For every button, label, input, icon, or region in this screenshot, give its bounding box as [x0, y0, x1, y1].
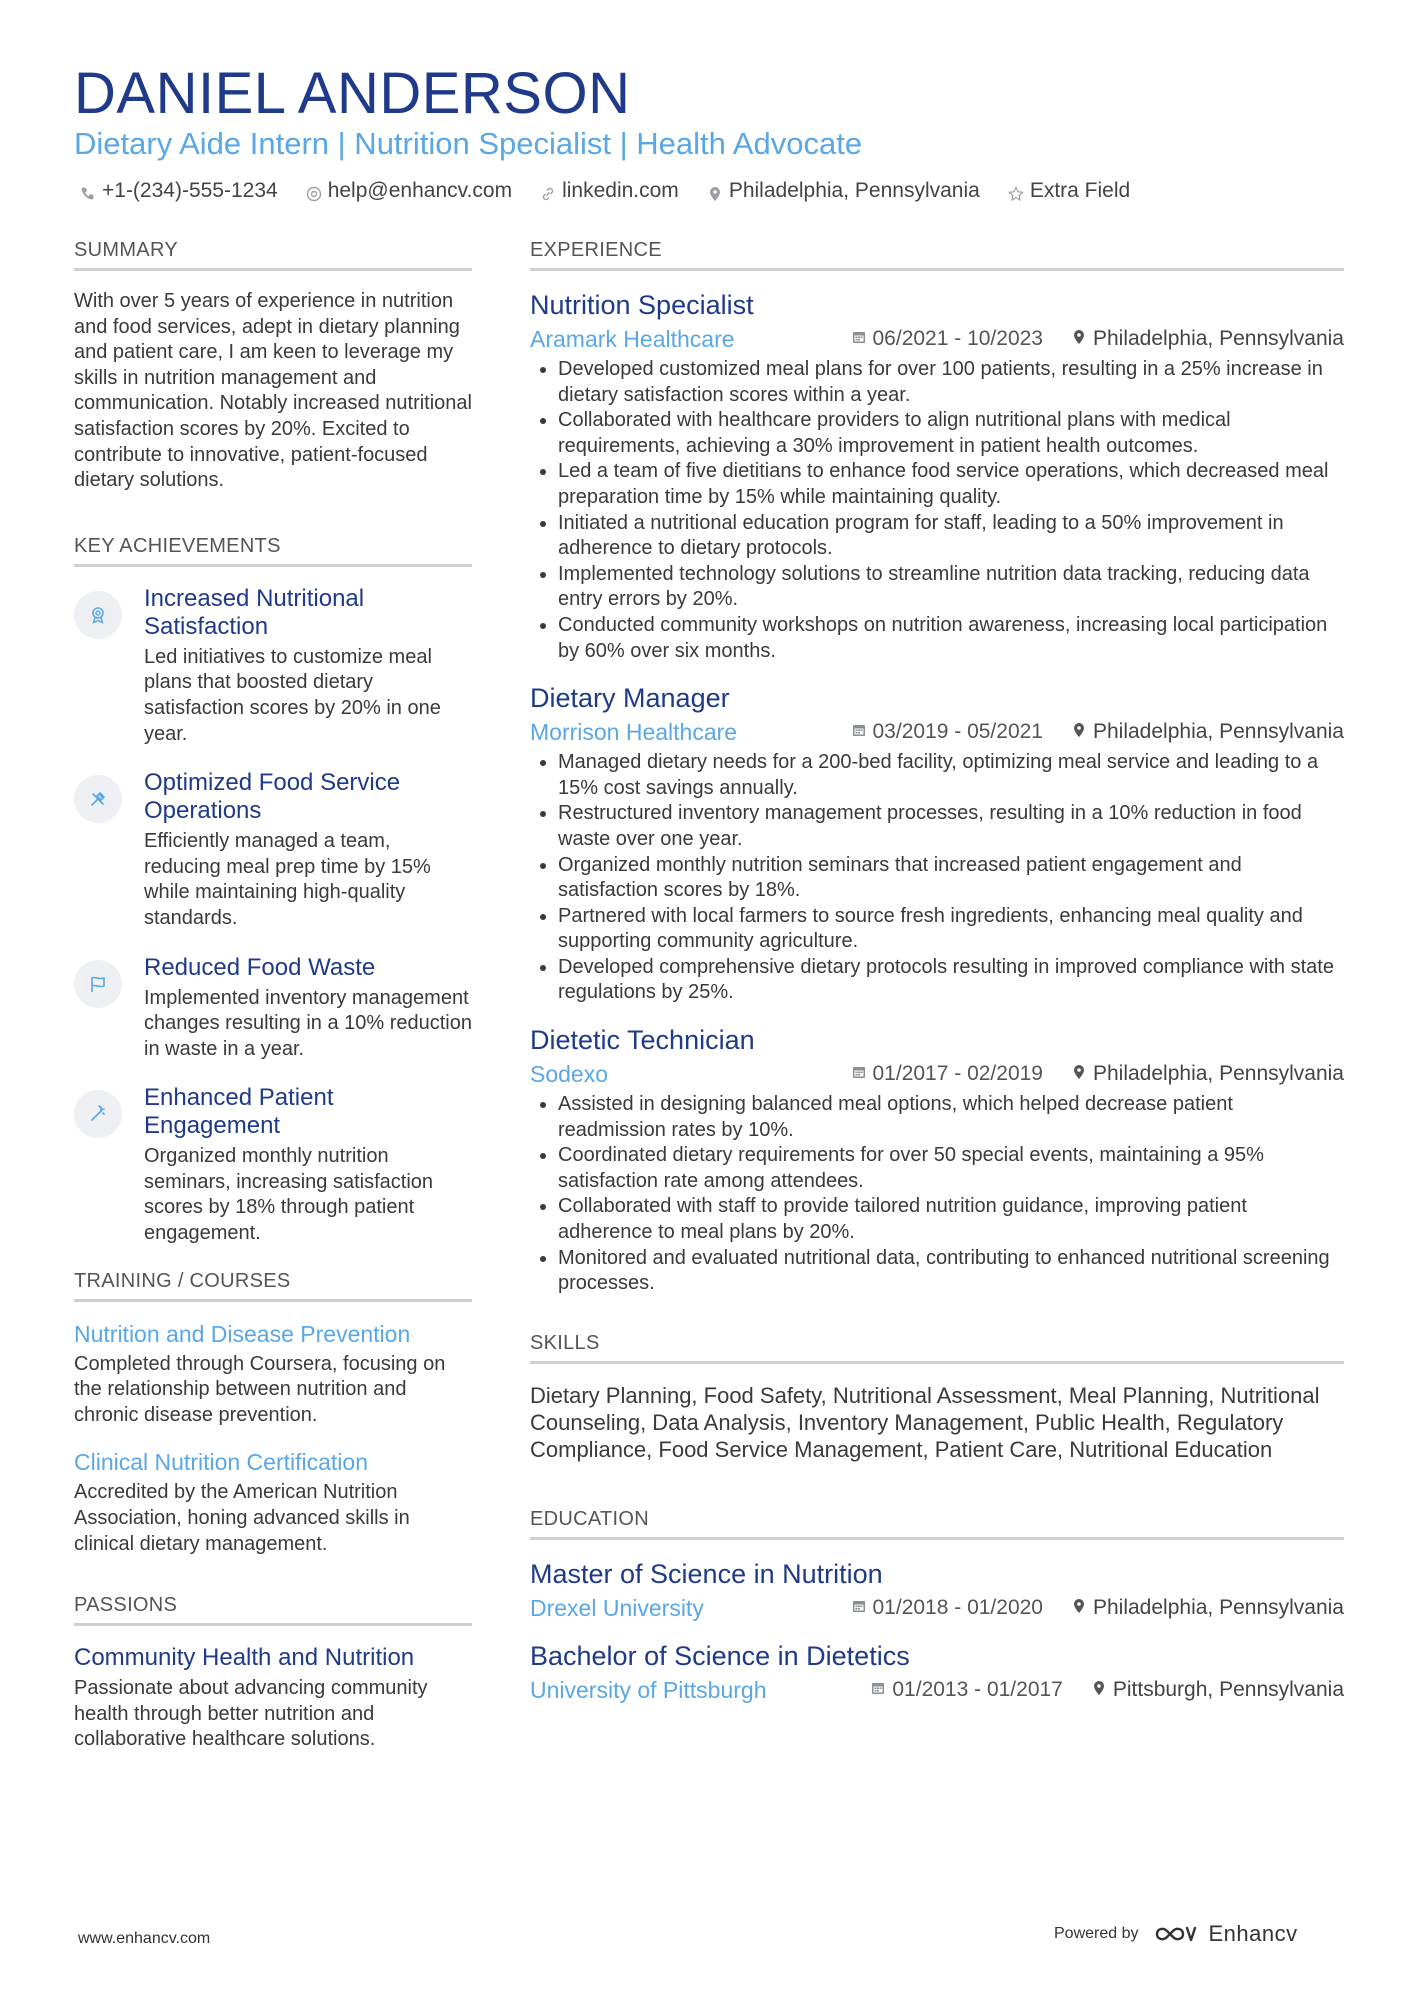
course-title: Nutrition and Disease Prevention — [74, 1320, 411, 1347]
footer-branding — [1054, 1921, 1298, 1947]
achievement-desc: Efficiently managed a team, reducing meal prep time by 15% while maintaining high-quality standards. — [144, 830, 431, 929]
achievement-item — [74, 769, 472, 931]
school-name: Drexel University — [530, 1594, 704, 1621]
footer-website[interactable]: www.enhancv.com — [78, 1930, 211, 1947]
location-icon — [1091, 1676, 1107, 1704]
summary-heading: SUMMARY — [74, 238, 472, 271]
passion-desc: Passionate about advancing community health through better nutrition and collaborative healthcare solutions. — [74, 1677, 428, 1751]
calendar-icon — [870, 1676, 886, 1704]
skills-list: Dietary Planning, Food Safety, Nutritional Assessment, Meal Planning, Nutritional Counseling, Data Analysis, Inventory Management, Public Health, Regulatory Compliance, Food Service Management, Patient Care, Nutritional Education — [530, 1382, 1320, 1462]
course-item — [74, 1320, 472, 1429]
contact-email-text[interactable]: help@enhancv.com — [327, 179, 513, 202]
job-entry — [530, 289, 1344, 664]
location-icon — [1071, 1594, 1087, 1622]
education-entry — [530, 1558, 1344, 1622]
calendar-icon — [851, 718, 867, 746]
degree-title: Master of Science in Nutrition — [530, 1558, 883, 1589]
course-title: Clinical Nutrition Certification — [74, 1449, 368, 1476]
job-title: Dietary Manager — [530, 683, 730, 714]
left-column — [74, 238, 472, 1753]
contact-location-text: Philadelphia, Pennsylvania — [728, 179, 980, 202]
job-entry — [530, 1024, 1344, 1297]
job-title: Nutrition Specialist — [530, 290, 754, 320]
contact-bar — [80, 178, 1130, 204]
enhancv-logo-icon — [1153, 1922, 1199, 1946]
candidate-name: DANIEL ANDERSON — [74, 61, 631, 126]
job-location: Philadelphia, Pennsylvania — [1092, 720, 1344, 744]
education-location: Pittsburgh, Pennsylvania — [1112, 1677, 1344, 1701]
contact-extra-text: Extra Field — [1029, 179, 1131, 202]
job-bullet: • Collaborated with healthcare providers to align nutritional plans with medical requirements, achieving a 30% improvement in patient health outcomes. — [558, 408, 1344, 459]
achievement-title: Optimized Food Service Operations — [144, 769, 401, 825]
job-bullets — [530, 357, 1344, 664]
star-icon — [1008, 183, 1024, 199]
experience-heading: EXPERIENCE — [530, 238, 1344, 271]
location-icon — [707, 183, 723, 199]
enhancv-logo[interactable] — [1153, 1921, 1298, 1947]
education-heading: EDUCATION — [530, 1507, 1344, 1540]
job-company: Aramark Healthcare — [530, 326, 735, 352]
contact-linkedin[interactable] — [540, 178, 679, 204]
degree-title: Bachelor of Science in Dietetics — [530, 1640, 910, 1671]
job-title: Dietetic Technician — [530, 1025, 755, 1056]
contact-extra — [1008, 178, 1130, 204]
summary-section — [74, 238, 472, 494]
passions-section — [74, 1593, 472, 1753]
job-bullet: • Led a team of five dietitians to enhance food service operations, which decreased meal preparation time by 15% while maintaining quality. — [558, 459, 1344, 510]
calendar-icon — [851, 1060, 867, 1088]
achievements-heading: KEY ACHIEVEMENTS — [74, 534, 472, 567]
education-dates: 01/2013 - 01/2017 — [892, 1677, 1063, 1701]
job-bullet: • Restructured inventory management processes, resulting in a 10% reduction in food waste over one year. — [558, 801, 1344, 852]
calendar-icon — [851, 325, 867, 353]
achievement-title: Increased Nutritional Satisfaction — [144, 584, 365, 640]
course-desc: Accredited by the American Nutrition Association, honing advanced skills in clinical dietary management. — [74, 1481, 410, 1555]
education-section — [530, 1507, 1344, 1704]
tools-icon — [74, 775, 122, 823]
passions-heading: PASSIONS — [74, 1593, 472, 1626]
education-location: Philadelphia, Pennsylvania — [1092, 1595, 1344, 1619]
powered-by-label: Powered by — [1054, 1925, 1139, 1942]
job-location: Philadelphia, Pennsylvania — [1092, 327, 1344, 350]
link-icon — [540, 183, 556, 199]
contact-email[interactable] — [306, 178, 512, 204]
achievement-desc: Organized monthly nutrition seminars, increasing satisfaction scores by 18% through patient engagement. — [144, 1145, 434, 1245]
experience-section — [530, 238, 1344, 1297]
job-bullet: • Conducted community workshops on nutrition awareness, increasing local participation by 60% over six months. — [558, 613, 1344, 664]
award-icon — [74, 591, 122, 639]
at-icon — [306, 183, 322, 199]
achievement-title: Enhanced Patient Engagement — [144, 1084, 334, 1140]
achievements-section — [74, 534, 472, 1247]
achievement-item — [74, 585, 472, 747]
job-dates: 06/2021 - 10/2023 — [872, 327, 1043, 350]
passion-title: Community Health and Nutrition — [74, 1644, 415, 1672]
job-dates: 01/2017 - 02/2019 — [872, 1062, 1043, 1086]
candidate-headline: Dietary Aide Intern | Nutrition Specialist | Health Advocate — [74, 126, 863, 161]
location-icon — [1071, 325, 1087, 353]
contact-phone-text: +1-(234)-555-1234 — [102, 179, 278, 202]
location-icon — [1071, 718, 1087, 746]
education-dates: 01/2018 - 01/2020 — [872, 1595, 1043, 1619]
job-bullet: • Implemented technology solutions to streamline nutrition data tracking, reducing data entry errors by 20%. — [558, 562, 1344, 613]
contact-location — [707, 178, 980, 204]
job-bullet: • Developed customized meal plans for over 100 patients, resulting in a 25% increase in dietary satisfaction scores within a year. — [558, 357, 1344, 408]
job-company: Sodexo — [530, 1061, 609, 1088]
skills-heading: SKILLS — [530, 1331, 1344, 1364]
job-bullet: • Monitored and evaluated nutritional data, contributing to enhanced nutritional screening processes. — [558, 1246, 1344, 1297]
job-bullet: • Collaborated with staff to provide tailored nutrition guidance, improving patient adherence to meal plans by 20%. — [558, 1194, 1344, 1245]
summary-text: With over 5 years of experience in nutrition and food services, adept in dietary planning and patient care, I am keen to leverage my skills in nutrition management and communication. Notably increased nutritional satisfaction scores by 20%. Excited to contribute to innovative, patient-focused dietary solutions. — [74, 290, 472, 492]
job-bullet: • Assisted in designing balanced meal options, which helped decrease patient readmission rates by 10%. — [558, 1092, 1344, 1143]
job-bullets — [530, 750, 1344, 1006]
contact-linkedin-text[interactable]: linkedin.com — [562, 179, 679, 202]
phone-icon — [80, 183, 96, 199]
achievement-desc: Implemented inventory management changes resulting in a 10% reduction in waste in a year. — [144, 986, 472, 1060]
brand-name: Enhancv — [1208, 1921, 1298, 1946]
location-icon — [1071, 1060, 1087, 1088]
right-column — [530, 238, 1344, 1722]
job-dates: 03/2019 - 05/2021 — [872, 720, 1043, 744]
achievement-item — [74, 954, 472, 1063]
training-section — [74, 1269, 472, 1558]
achievement-item — [74, 1084, 472, 1246]
wand-icon — [74, 1090, 122, 1138]
achievement-title: Reduced Food Waste — [144, 953, 376, 981]
job-bullet: • Initiated a nutritional education program for staff, leading to a 50% improvement in adherence to dietary protocols. — [558, 511, 1344, 562]
passion-item — [74, 1644, 472, 1753]
training-heading: TRAINING / COURSES — [74, 1269, 472, 1302]
calendar-icon — [851, 1594, 867, 1622]
education-entry — [530, 1640, 1344, 1704]
job-bullet: • Developed comprehensive dietary protocols resulting in improved compliance with state regulations by 25%. — [558, 955, 1344, 1006]
job-entry — [530, 682, 1344, 1006]
job-location: Philadelphia, Pennsylvania — [1092, 1062, 1344, 1086]
job-bullet: • Managed dietary needs for a 200-bed facility, optimizing meal service and leading to a 15% cost savings annually. — [558, 750, 1344, 801]
achievement-desc: Led initiatives to customize meal plans that boosted dietary satisfaction scores by 20% in one year. — [144, 645, 441, 745]
skills-section — [530, 1331, 1344, 1463]
job-bullets — [530, 1092, 1344, 1297]
job-bullet: • Organized monthly nutrition seminars that increased patient engagement and satisfaction scores by 18%. — [558, 853, 1344, 904]
job-bullet: • Coordinated dietary requirements for over 50 special events, maintaining a 95% satisfaction rate among attendees. — [558, 1143, 1344, 1194]
job-bullet: • Partnered with local farmers to source fresh ingredients, enhancing meal quality and supporting community agriculture. — [558, 904, 1344, 955]
course-item — [74, 1448, 472, 1557]
school-name: University of Pittsburgh — [530, 1676, 767, 1703]
course-desc: Completed through Coursera, focusing on the relationship between nutrition and chronic disease prevention. — [74, 1352, 446, 1426]
job-company: Morrison Healthcare — [530, 719, 738, 746]
flag-icon — [74, 960, 122, 1008]
contact-phone — [80, 178, 278, 204]
